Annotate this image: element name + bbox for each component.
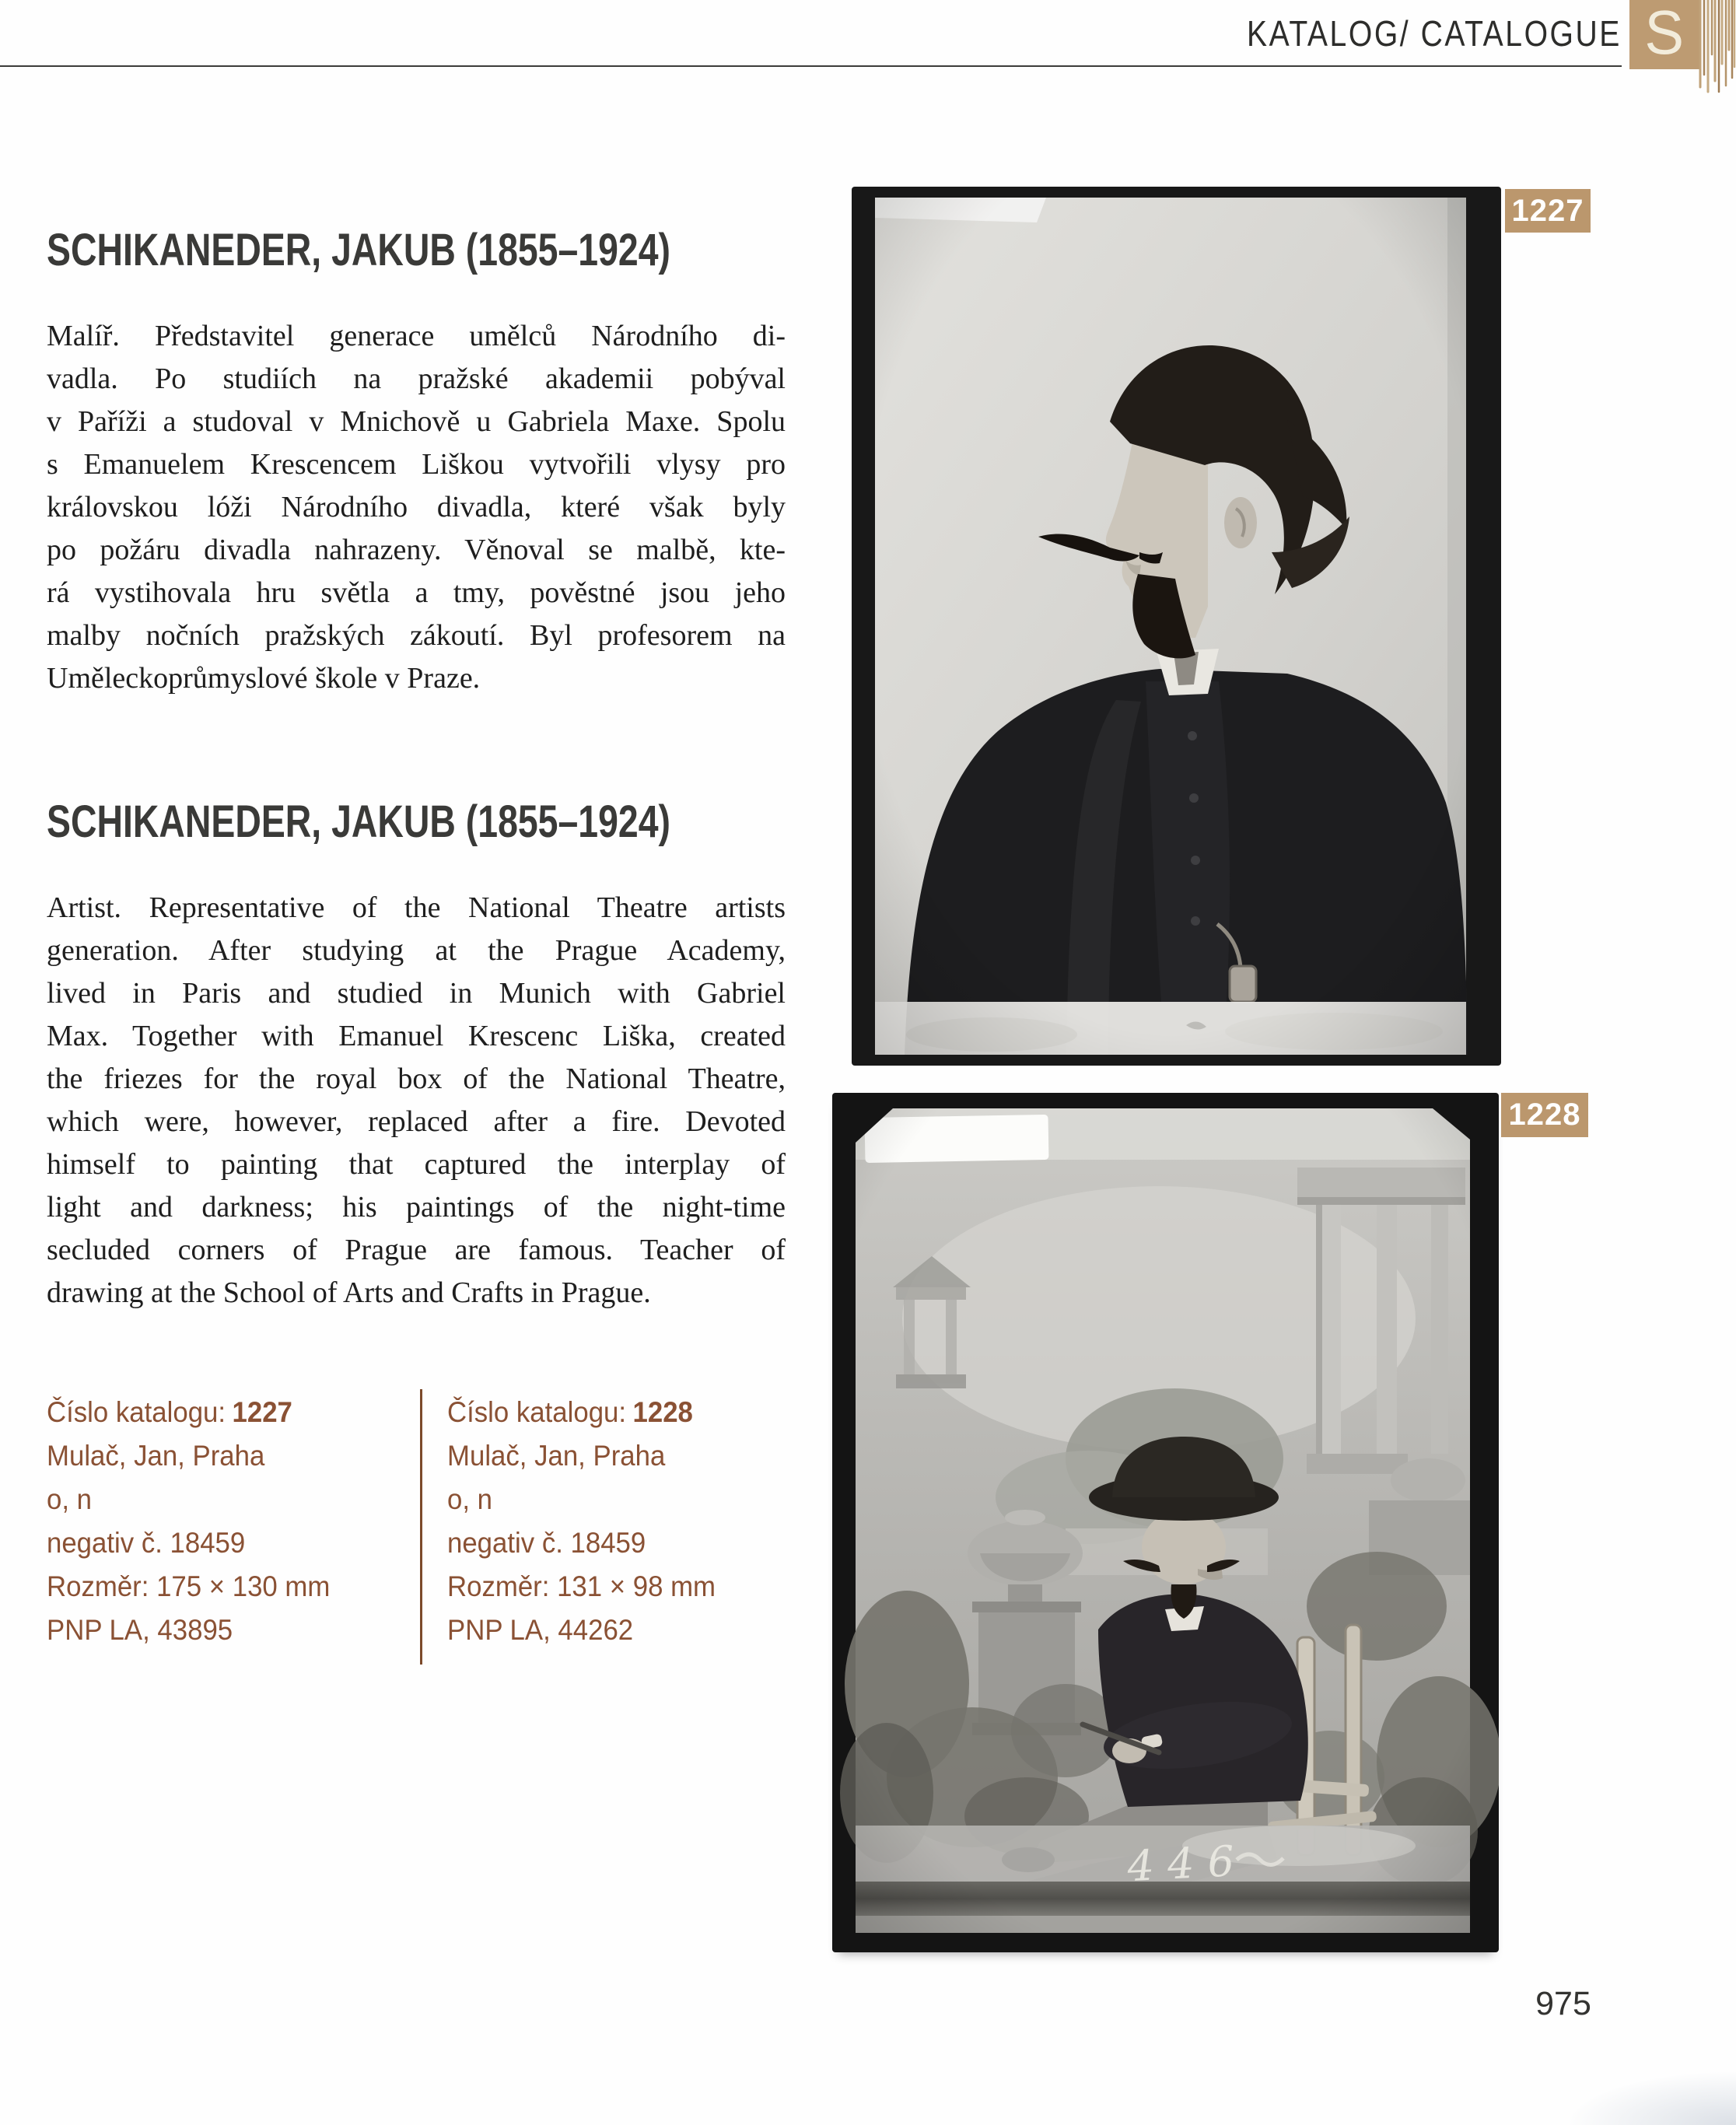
catalogue-number-value: 1228 <box>632 1396 693 1428</box>
biography-czech-line: rá vystihovala hru světla a tmy, pověstné jsou jeho <box>47 576 786 609</box>
section-letter: S <box>1644 0 1685 67</box>
page-header-title: KATALOG/ CATALOGUE <box>1247 13 1622 54</box>
biography-english-line: Artist. Representative of the National Theatre artists <box>47 891 786 924</box>
entry-heading-english: SCHIKANEDER, JAKUB (1855–1924) <box>47 796 670 847</box>
catalogue-number-label: Číslo katalogu: <box>447 1396 627 1428</box>
photographer-line: Mulač, Jan, Praha <box>447 1440 666 1472</box>
biography-czech-line: vadla. Po studiích na pražské akademii pobýval <box>47 362 786 395</box>
negative-line: negativ č. 18459 <box>447 1527 646 1559</box>
catalogue-number-line <box>447 1391 716 1434</box>
biography-czech-line: Malíř. Představitel generace umělců Národního di- <box>47 320 786 352</box>
archive-line: PNP LA, 43895 <box>47 1614 233 1646</box>
scan-corner-shade <box>1565 2071 1736 2125</box>
catalogue-entry-1227 <box>47 1391 330 1652</box>
biography-english-line: generation. After studying at the Prague Academy, <box>47 934 786 967</box>
photographer-line: Mulač, Jan, Praha <box>47 1440 265 1472</box>
size-line: Rozměr: 175 × 130 mm <box>47 1570 331 1602</box>
biography-czech-line: malby nočních pražských zákoutí. Byl profesorem na <box>47 619 786 652</box>
biography-english-line: himself to painting that captured the interplay of <box>47 1148 786 1181</box>
page-edge-fringe-decoration <box>1698 0 1736 93</box>
biography-english-line: drawing at the School of Arts and Crafts in Prague. <box>47 1276 651 1309</box>
biography-english-line: which were, however, replaced after a fire. Devoted <box>47 1105 786 1138</box>
catalogue-entry-1228 <box>447 1391 716 1652</box>
biography-english-line: Max. Together with Emanuel Krescenc Liška, created <box>47 1020 786 1052</box>
biography-czech-line: královskou lóži Národního divadla, které však byly <box>47 491 786 523</box>
seated-portrait-photo-1228 <box>832 1093 1499 1952</box>
biography-english <box>47 887 786 1315</box>
technique-line: o, n <box>447 1483 493 1515</box>
biography-czech-line: Uměleckoprůmyslové škole v Praze. <box>47 662 481 695</box>
entry-heading-czech: SCHIKANEDER, JAKUB (1855–1924) <box>47 225 670 275</box>
metadata-divider <box>420 1389 422 1665</box>
biography-english-line: secluded corners of Prague are famous. Teacher of <box>47 1234 786 1266</box>
archive-line: PNP LA, 44262 <box>447 1614 634 1646</box>
size-line: Rozměr: 131 × 98 mm <box>447 1570 716 1602</box>
photo-number-tag: 1227 <box>1505 189 1591 233</box>
biography-english-line: the friezes for the royal box of the National Theatre, <box>47 1062 786 1095</box>
biography-czech-line: v Paříži a studoval v Mnichově u Gabriela Maxe. Spolu <box>47 405 786 438</box>
page-number: 975 <box>1535 1985 1591 2022</box>
catalogue-number-line <box>47 1391 330 1434</box>
section-tab <box>1629 0 1699 69</box>
biography-english-line: lived in Paris and studied in Munich with Gabriel <box>47 977 786 1010</box>
negative-line: negativ č. 18459 <box>47 1527 246 1559</box>
biography-czech-line: s Emanuelem Krescencem Liškou vytvořili vlysy pro <box>47 448 786 481</box>
catalogue-number-label: Číslo katalogu: <box>47 1396 226 1428</box>
technique-line: o, n <box>47 1483 93 1515</box>
portrait-photo-1227 <box>852 187 1501 1066</box>
photo-number-tag: 1228 <box>1501 1093 1588 1137</box>
header-rule <box>0 65 1622 67</box>
biography-czech <box>47 315 786 700</box>
biography-english-line: light and darkness; his paintings of the night-time <box>47 1191 786 1224</box>
catalogue-number-value: 1227 <box>232 1396 292 1428</box>
biography-czech-line: po požáru divadla nahrazeny. Věnoval se malbě, kte- <box>47 534 786 566</box>
